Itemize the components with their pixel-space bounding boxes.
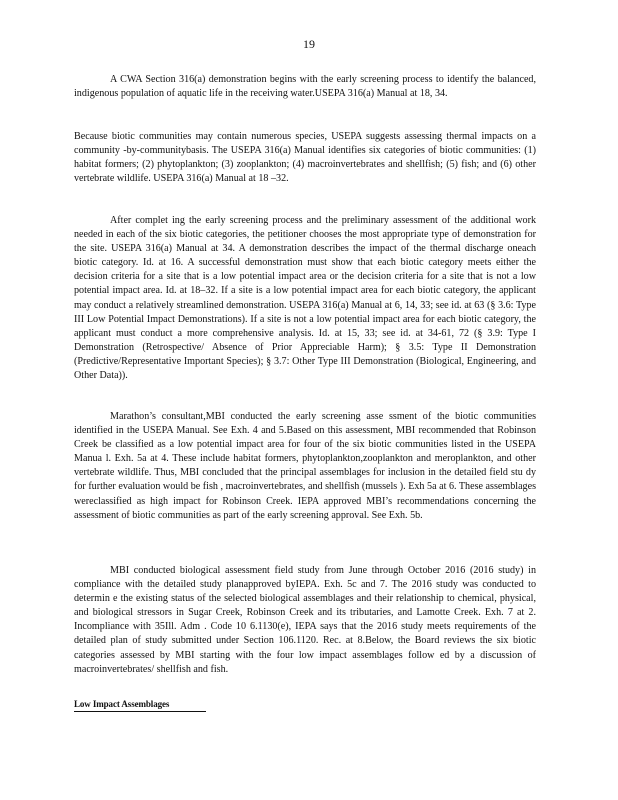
paragraph-cwa-demonstration: A CWA Section 316(a) demonstration begins with the early screening process to identify the balanced, indigenous population of aquatic life in the receiving water.USEPA 316(a) Manual at 18, 34. xyxy=(74,74,536,100)
page-number: 19 xyxy=(303,37,315,51)
paragraph-marathon-consultant: Marathon’s consultant,MBI conducted the early screening asse ssment of the biotic communities identified in the USEPA Manual. See Exh. 4 and 5.Based on this assessment, MBI recommended that Robinson Creek be classified as a low potential impact area for four of the six biotic communities listed in the USEPA Manua l. Exh. 5a at 4. These include habitat formers, phytoplankton,zooplankton and meroplankton, and other vertebrate wildlife. Thus, MBI concluded that the principal assemblages for inclusion in the detailed field stu dy for further evaluation would be fish , macroinvertebrates, and shellfish (mussels ). Exh 5a at 6. These assemblages wereclassified as high impact for Robinson Creek. IEPA approved MBI’s recommendations concerning the assessment of biotic communities as part of the early screening approval. See Exh. 5b. xyxy=(74,411,536,521)
paragraph-mbi-study: MBI conducted biological assessment field study from June through October 2016 (2016 study) in compliance with the detailed study planapproved byIEPA. Exh. 5c and 7. The 2016 study was conducted to determin e the existing status of the selected biological assemblages and their relationship to chemical, physical, and biological stressors in Sugar Creek, Robinson Creek and its tributaries, and Lamotte Creek. Exh. 7 at 2. Incompliance with 35Ill. Adm . Code 10 6.1130(e), IEPA says that the 2016 study meets requirements of the detailed plan of study submitted under Section 106.1120. Rec. at 8.Below, the Board reviews the six biotic categories assessed by MBI starting with the four low impact assemblages follow ed by a discussion of macroinvertebrates/ shellfish and fish. xyxy=(74,565,536,675)
section-heading-low-impact: Low Impact Assemblages xyxy=(74,698,206,712)
paragraph-biotic-communities: Because biotic communities may contain numerous species, USEPA suggests assessing thermal impacts on a community -by-communitybasis. The USEPA 316(a) Manual identifies six categories of biotic communities: (1) habitat formers; (2) phytoplankton; (3) zooplankton; (4) macroinvertebrates and shellfish; (5) fish; and (6) other vertebrate wildlife. USEPA 316(a) Manual at 18 –32. xyxy=(74,131,536,185)
paragraph-demonstration-types: After complet ing the early screening process and the preliminary assessment of the additional work needed in each of the six biotic categories, the petitioner chooses the most appropriate type of demonstration for the site. USEPA 316(a) Manual at 34. A demonstration describes the impact of the thermal discharge oneach biotic category. Id. at 16. A successful demonstration must show that each biotic category meets either the decision criteria for a site that is a low potential impact area or the decision criteria for a site that is not a low potential impact area. Id. at 18–32. If a site is a low potential impact area for each biotic category, the applicant may conduct a relatively streamlined demonstration. USEPA 316(a) Manual at 6, 14, 33; see id. at 63 (§ 3.6: Type III Low Potential Impact Demonstrations). If a site is not a low potential impact area for each biotic category, the applicant must conduct a more comprehensive analysis. Id. at 15, 33; see id. at 34-61, 72 (§ 3.9: Type I Demonstration (Retrospective/ Absence of Prior Appreciable Harm); § 3.5: Type II Demonstration (Predictive/Representative Important Species); § 3.7: Other Type III Demonstration (Biological, Engineering, and Other Data)). xyxy=(74,215,536,382)
